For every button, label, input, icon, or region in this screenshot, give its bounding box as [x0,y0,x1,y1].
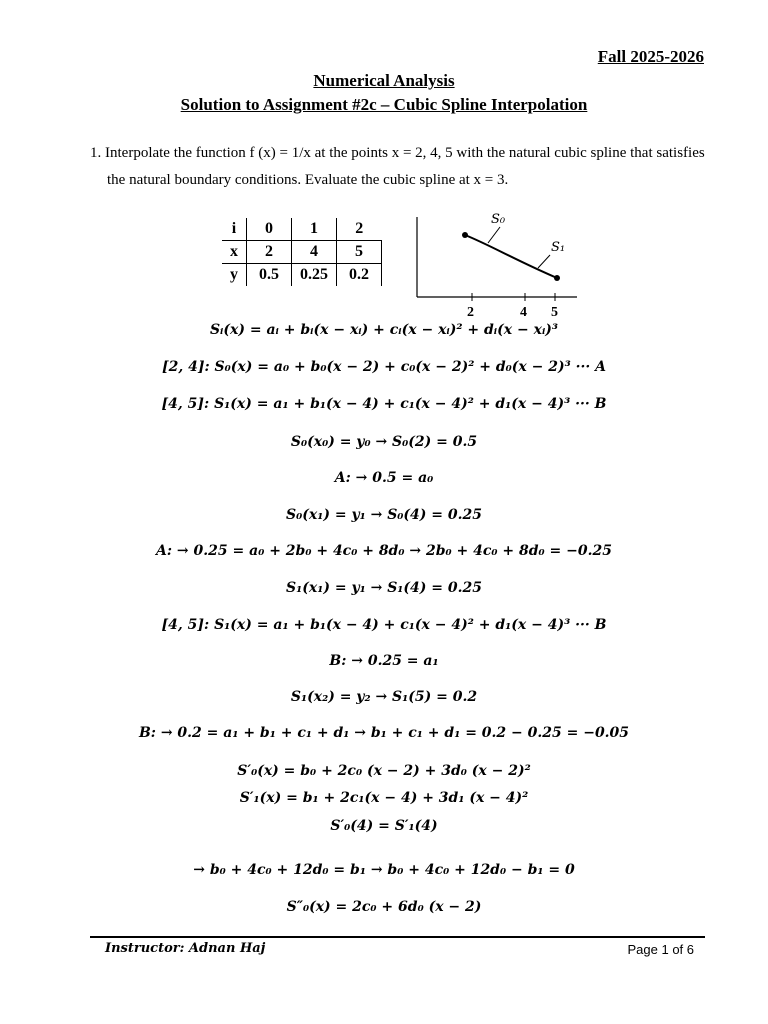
sketch-tick-label: 5 [551,305,558,320]
equation-line: S″₀(x) = 2c₀ + 6d₀ (x − 2) [286,899,482,915]
equation-line: S′₁(x) = b₁ + 2c₁(x − 4) + 3d₁ (x − 4)² [239,790,529,806]
table-cell: 0.5 [247,264,292,287]
equation-line: → b₀ + 4c₀ + 12d₀ = b₁ → b₀ + 4c₀ + 12d₀ − b₁ = 0 [193,862,575,878]
sketch-label-s0: S₀ [491,212,506,227]
equation-line: S′₀(x) = b₀ + 2c₀ (x − 2) + 3d₀ (x − 2)² [237,763,531,779]
table-cell: 0.2 [337,264,382,287]
table-cell: 4 [292,241,337,264]
term-label: Fall 2025-2026 [597,47,704,66]
equation-line: S′₀(4) = S′₁(4) [330,818,438,834]
equation-line: [2, 4]: S₀(x) = a₀ + b₀(x − 2) + c₀(x − 2)² + d₀(x − 2)³ ··· A [162,359,606,375]
equation-line: B: → 0.2 = a₁ + b₁ + c₁ + d₁ → b₁ + c₁ + d₁ = 0.2 − 0.25 = −0.05 [138,725,630,741]
table-cell: 0.25 [292,264,337,287]
instructor-signature: Instructor: Adnan Haj [105,941,266,956]
table-cell: 1 [292,218,337,241]
assignment-title: Solution to Assignment #2c – Cubic Spline Interpolation [180,95,588,114]
question-line-2: the natural boundary conditions. Evaluate the cubic spline at x = 3. [107,172,509,188]
arrow-s0-icon [488,227,500,243]
equation-line: S₁(x₂) = y₂ → S₁(5) = 0.2 [290,689,478,705]
table-cell: x [222,241,247,264]
equation-line: Sᵢ(x) = aᵢ + bᵢ(x − xᵢ) + cᵢ(x − xᵢ)² + dᵢ(x − xᵢ)³ [209,322,559,338]
spline-sketch [405,205,590,325]
sketch-label-s1: S₁ [551,240,566,255]
equation-line: A: → 0.5 = a₀ [334,470,434,486]
question-line-1: 1. Interpolate the function f (x) = 1/x at the points x = 2, 4, 5 with the natural cubic spline that satisfies [90,145,705,161]
table-row [222,218,382,241]
footer-divider [90,936,705,938]
sketch-tick-label: 2 [467,305,474,320]
data-table [222,218,382,286]
table-cell: 5 [337,241,382,264]
equation-line: A: → 0.25 = a₀ + 2b₀ + 4c₀ + 8d₀ → 2b₀ + 4c₀ + 8d₀ = −0.25 [156,543,612,559]
table-cell: 2 [337,218,382,241]
course-title: Numerical Analysis [313,71,455,90]
equation-line: S₀(x₁) = y₁ → S₀(4) = 0.25 [286,507,482,523]
equation-line: B: → 0.25 = a₁ [329,653,439,669]
equation-line: S₀(x₀) = y₀ → S₀(2) = 0.5 [290,434,478,450]
knot-point [554,275,560,281]
equation-line: [4, 5]: S₁(x) = a₁ + b₁(x − 4) + c₁(x − 4)² + d₁(x − 4)³ ··· B [161,396,607,412]
equation-line: S₁(x₁) = y₁ → S₁(4) = 0.25 [286,580,482,596]
arrow-s1-icon [538,255,550,268]
table-cell: 2 [247,241,292,264]
knot-point [462,232,468,238]
table-cell: 0 [247,218,292,241]
sketch-tick-label: 4 [520,305,527,320]
equation-line: [4, 5]: S₁(x) = a₁ + b₁(x − 4) + c₁(x − 4)² + d₁(x − 4)³ ··· B [161,617,607,633]
table-row [222,264,382,287]
table-row [222,241,382,264]
table-cell: y [230,266,238,283]
page-number: Page 1 of 6 [627,942,694,957]
table-cell: i [222,218,247,241]
spline-curve [465,235,557,278]
